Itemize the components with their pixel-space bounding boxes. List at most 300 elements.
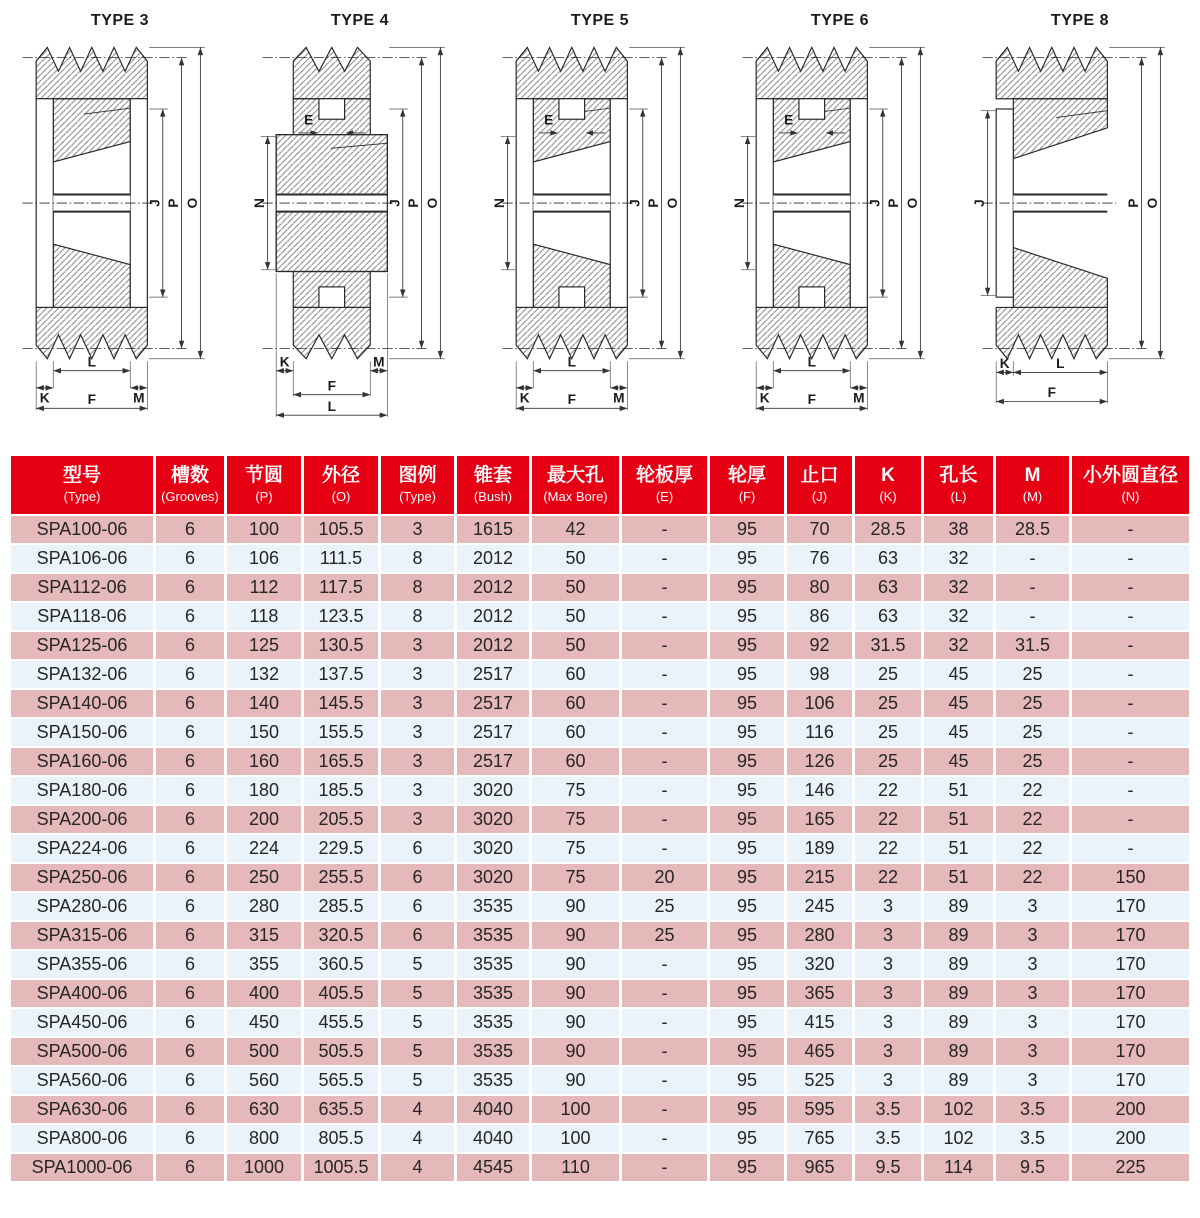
cell: 250: [227, 864, 301, 891]
cell: 200: [1072, 1096, 1189, 1123]
cell: 60: [532, 719, 619, 746]
cell: 2012: [457, 603, 529, 630]
cell: 95: [710, 574, 784, 601]
cell: 76: [787, 545, 852, 572]
cell: 51: [924, 835, 993, 862]
cell: 25: [855, 748, 921, 775]
cell: 6: [156, 719, 224, 746]
cell: 32: [924, 603, 993, 630]
cell: 90: [532, 1009, 619, 1036]
cell: 400: [227, 980, 301, 1007]
svg-text:L: L: [567, 354, 576, 370]
cell: SPA400-06: [11, 980, 153, 1007]
column-header-0-type: 型号 (Type): [11, 456, 153, 514]
cell: 3: [996, 1009, 1069, 1036]
cell: 90: [532, 922, 619, 949]
cell: 6: [156, 1038, 224, 1065]
cell: 95: [710, 632, 784, 659]
cell: 25: [622, 893, 707, 920]
cell: 965: [787, 1154, 852, 1181]
cell: 3020: [457, 835, 529, 862]
svg-text:J: J: [972, 199, 988, 207]
cell: 320: [787, 951, 852, 978]
cell: 50: [532, 603, 619, 630]
cell: SPA106-06: [11, 545, 153, 572]
cell: 25: [996, 719, 1069, 746]
cell: 595: [787, 1096, 852, 1123]
cell: 32: [924, 545, 993, 572]
cell: 2012: [457, 574, 529, 601]
cell: 4: [381, 1154, 454, 1181]
cell: 95: [710, 748, 784, 775]
cell: 355: [227, 951, 301, 978]
cell: 205.5: [304, 806, 378, 833]
svg-text:K: K: [759, 390, 770, 406]
cell: 22: [996, 777, 1069, 804]
cell: 100: [227, 516, 301, 543]
column-header-4-type: 图例 (Type): [381, 456, 454, 514]
cell: 22: [996, 806, 1069, 833]
pulley-diagram-icon: [240, 32, 480, 434]
cell: -: [622, 1038, 707, 1065]
cell: 89: [924, 893, 993, 920]
cell: 3: [381, 748, 454, 775]
pulley-drawing-type-3: [0, 0, 240, 434]
cell: 320.5: [304, 922, 378, 949]
cell: 100: [532, 1125, 619, 1152]
cell: 130.5: [304, 632, 378, 659]
table-row: [11, 574, 1189, 601]
cell: 75: [532, 835, 619, 862]
cell: 98: [787, 661, 852, 688]
cell: -: [622, 1096, 707, 1123]
svg-text:K: K: [39, 390, 50, 406]
cell: -: [622, 777, 707, 804]
cell: 3.5: [855, 1096, 921, 1123]
cell: 90: [532, 1038, 619, 1065]
cell: 31.5: [996, 632, 1069, 659]
column-header-7-e: 轮板厚 (E): [622, 456, 707, 514]
cell: SPA132-06: [11, 661, 153, 688]
cell: 95: [710, 980, 784, 1007]
cell: 765: [787, 1125, 852, 1152]
svg-text:L: L: [327, 398, 336, 414]
cell: -: [1072, 661, 1189, 688]
cell: 5: [381, 1009, 454, 1036]
svg-text:J: J: [387, 199, 403, 207]
svg-text:F: F: [567, 392, 576, 408]
cell: 5: [381, 951, 454, 978]
cell: 42: [532, 516, 619, 543]
cell: 116: [787, 719, 852, 746]
cell: 224: [227, 835, 301, 862]
cell: 3: [855, 951, 921, 978]
cell: SPA800-06: [11, 1125, 153, 1152]
cell: 455.5: [304, 1009, 378, 1036]
cell: 3: [996, 951, 1069, 978]
cell: 63: [855, 603, 921, 630]
svg-text:K: K: [999, 356, 1010, 372]
cell: 6: [156, 1009, 224, 1036]
cell: 8: [381, 603, 454, 630]
cell: 22: [996, 835, 1069, 862]
cell: 6: [156, 864, 224, 891]
svg-text:O: O: [424, 197, 440, 209]
cell: 4040: [457, 1125, 529, 1152]
cell: SPA250-06: [11, 864, 153, 891]
svg-text:F: F: [327, 378, 336, 394]
cell: SPA200-06: [11, 806, 153, 833]
cell: 102: [924, 1125, 993, 1152]
cell: 25: [996, 690, 1069, 717]
cell: 185.5: [304, 777, 378, 804]
cell: 2012: [457, 545, 529, 572]
column-header-3-o: 外径 (O): [304, 456, 378, 514]
cell: -: [1072, 690, 1189, 717]
pulley-diagram-icon: [480, 32, 720, 434]
cell: 5: [381, 1067, 454, 1094]
cell: 170: [1072, 1038, 1189, 1065]
column-header-11-l: 孔长 (L): [924, 456, 993, 514]
cell: 105.5: [304, 516, 378, 543]
cell: 51: [924, 777, 993, 804]
cell: 45: [924, 661, 993, 688]
cell: 6: [156, 980, 224, 1007]
cell: 245: [787, 893, 852, 920]
cell: SPA280-06: [11, 893, 153, 920]
drawing-title: TYPE 3: [90, 12, 150, 29]
table-row: [11, 922, 1189, 949]
cell: 450: [227, 1009, 301, 1036]
svg-text:L: L: [1056, 356, 1065, 372]
cell: 31.5: [855, 632, 921, 659]
cell: -: [622, 719, 707, 746]
cell: 280: [227, 893, 301, 920]
pulley-drawing-type-4: [240, 0, 480, 434]
cell: 95: [710, 661, 784, 688]
cell: -: [622, 951, 707, 978]
cell: 6: [156, 806, 224, 833]
cell: 140: [227, 690, 301, 717]
cell: 95: [710, 864, 784, 891]
cell: 90: [532, 893, 619, 920]
cell: 32: [924, 574, 993, 601]
table-row: [11, 748, 1189, 775]
cell: 50: [532, 632, 619, 659]
pulley-diagram-icon: [720, 32, 960, 434]
table-row: [11, 516, 1189, 543]
cell: 6: [156, 603, 224, 630]
table-row: [11, 661, 1189, 688]
cell: -: [1072, 748, 1189, 775]
cell: -: [1072, 516, 1189, 543]
drawing-title: TYPE 5: [570, 12, 630, 29]
cell: 8: [381, 545, 454, 572]
cell: 106: [227, 545, 301, 572]
column-header-8-f: 轮厚 (F): [710, 456, 784, 514]
cell: 3: [855, 1038, 921, 1065]
table-row: [11, 690, 1189, 717]
cell: 146: [787, 777, 852, 804]
cell: 3: [855, 980, 921, 1007]
pulley-drawing-type-6: [720, 0, 960, 434]
cell: 95: [710, 1009, 784, 1036]
svg-text:E: E: [784, 112, 794, 128]
cell: 6: [156, 632, 224, 659]
cell: 60: [532, 748, 619, 775]
cell: 2517: [457, 661, 529, 688]
cell: 3: [996, 1067, 1069, 1094]
cell: 405.5: [304, 980, 378, 1007]
cell: 3: [996, 1038, 1069, 1065]
cell: 95: [710, 806, 784, 833]
table-row: [11, 864, 1189, 891]
column-header-6-max-bore: 最大孔 (Max Bore): [532, 456, 619, 514]
cell: 170: [1072, 951, 1189, 978]
cell: 50: [532, 545, 619, 572]
cell: 100: [532, 1096, 619, 1123]
cell: 635.5: [304, 1096, 378, 1123]
cell: 22: [855, 864, 921, 891]
cell: 3.5: [996, 1096, 1069, 1123]
cell: SPA118-06: [11, 603, 153, 630]
cell: -: [996, 603, 1069, 630]
svg-text:M: M: [373, 354, 385, 370]
cell: 80: [787, 574, 852, 601]
cell: 9.5: [996, 1154, 1069, 1181]
cell: 6: [156, 661, 224, 688]
svg-text:J: J: [867, 199, 883, 207]
cell: 89: [924, 1038, 993, 1065]
cell: 3020: [457, 864, 529, 891]
cell: 20: [622, 864, 707, 891]
cell: SPA1000-06: [11, 1154, 153, 1181]
cell: 360.5: [304, 951, 378, 978]
cell: 465: [787, 1038, 852, 1065]
cell: 255.5: [304, 864, 378, 891]
cell: 3535: [457, 1038, 529, 1065]
cell: 200: [1072, 1125, 1189, 1152]
cell: 4545: [457, 1154, 529, 1181]
cell: 415: [787, 1009, 852, 1036]
cell: 95: [710, 951, 784, 978]
cell: 112: [227, 574, 301, 601]
pulley-diagram-icon: [0, 32, 240, 434]
svg-text:P: P: [406, 198, 422, 208]
cell: 51: [924, 864, 993, 891]
cell: 137.5: [304, 661, 378, 688]
cell: 95: [710, 516, 784, 543]
cell: 200: [227, 806, 301, 833]
cell: SPA100-06: [11, 516, 153, 543]
cell: 155.5: [304, 719, 378, 746]
cell: 95: [710, 893, 784, 920]
cell: 1000: [227, 1154, 301, 1181]
cell: 32: [924, 632, 993, 659]
cell: 180: [227, 777, 301, 804]
cell: 25: [855, 661, 921, 688]
cell: SPA224-06: [11, 835, 153, 862]
cell: 6: [381, 922, 454, 949]
cell: 2517: [457, 690, 529, 717]
cell: -: [622, 632, 707, 659]
cell: 6: [156, 574, 224, 601]
cell: 6: [156, 893, 224, 920]
table-row: [11, 1038, 1189, 1065]
cell: 3535: [457, 893, 529, 920]
cell: 114: [924, 1154, 993, 1181]
cell: SPA630-06: [11, 1096, 153, 1123]
cell: 3: [855, 893, 921, 920]
cell: 3: [381, 806, 454, 833]
cell: 1615: [457, 516, 529, 543]
cell: 106: [787, 690, 852, 717]
svg-text:O: O: [1144, 197, 1160, 209]
table-row: [11, 1067, 1189, 1094]
cell: 28.5: [996, 516, 1069, 543]
pulley-drawing-type-8: [960, 0, 1200, 434]
drawing-title: TYPE 4: [330, 12, 390, 29]
cell: 145.5: [304, 690, 378, 717]
cell: SPA315-06: [11, 922, 153, 949]
cell: 3535: [457, 1009, 529, 1036]
cell: -: [622, 980, 707, 1007]
table-body: [11, 516, 1189, 1181]
cell: 3535: [457, 922, 529, 949]
cell: 315: [227, 922, 301, 949]
cell: -: [622, 1009, 707, 1036]
cell: 3: [381, 661, 454, 688]
cell: SPA125-06: [11, 632, 153, 659]
cell: 118: [227, 603, 301, 630]
cell: -: [1072, 632, 1189, 659]
cell: SPA500-06: [11, 1038, 153, 1065]
cell: 95: [710, 1096, 784, 1123]
cell: 89: [924, 1009, 993, 1036]
cell: 25: [996, 748, 1069, 775]
technical-drawings: [0, 0, 1200, 452]
cell: 3: [381, 777, 454, 804]
table-row: [11, 632, 1189, 659]
svg-text:P: P: [166, 198, 182, 208]
cell: 9.5: [855, 1154, 921, 1181]
svg-text:M: M: [133, 390, 145, 406]
cell: 60: [532, 661, 619, 688]
cell: 6: [156, 748, 224, 775]
cell: 160: [227, 748, 301, 775]
table-row: [11, 951, 1189, 978]
cell: -: [1072, 719, 1189, 746]
cell: -: [622, 1067, 707, 1094]
cell: -: [622, 574, 707, 601]
cell: -: [996, 545, 1069, 572]
svg-text:F: F: [87, 392, 96, 408]
svg-text:L: L: [87, 354, 96, 370]
cell: 170: [1072, 980, 1189, 1007]
cell: 525: [787, 1067, 852, 1094]
cell: 8: [381, 574, 454, 601]
cell: -: [1072, 574, 1189, 601]
cell: 132: [227, 661, 301, 688]
cell: SPA450-06: [11, 1009, 153, 1036]
cell: 3020: [457, 777, 529, 804]
svg-text:O: O: [664, 197, 680, 209]
cell: 1005.5: [304, 1154, 378, 1181]
table-row: [11, 603, 1189, 630]
cell: 50: [532, 574, 619, 601]
cell: 560: [227, 1067, 301, 1094]
cell: 6: [156, 516, 224, 543]
cell: 95: [710, 1038, 784, 1065]
cell: 5: [381, 980, 454, 1007]
cell: SPA355-06: [11, 951, 153, 978]
cell: -: [1072, 806, 1189, 833]
cell: 3: [855, 922, 921, 949]
cell: 89: [924, 951, 993, 978]
table-row: [11, 893, 1189, 920]
cell: 565.5: [304, 1067, 378, 1094]
cell: -: [622, 516, 707, 543]
cell: 3: [381, 632, 454, 659]
cell: 3: [855, 1067, 921, 1094]
cell: 170: [1072, 1067, 1189, 1094]
cell: 89: [924, 1067, 993, 1094]
svg-text:J: J: [147, 199, 163, 207]
table-row: [11, 719, 1189, 746]
svg-text:P: P: [646, 198, 662, 208]
table-row: [11, 835, 1189, 862]
cell: 6: [156, 690, 224, 717]
cell: 75: [532, 777, 619, 804]
cell: 45: [924, 748, 993, 775]
column-header-9-j: 止口 (J): [787, 456, 852, 514]
column-header-10-k: K (K): [855, 456, 921, 514]
cell: 123.5: [304, 603, 378, 630]
cell: 6: [381, 893, 454, 920]
cell: 70: [787, 516, 852, 543]
column-header-5-bush: 锥套 (Bush): [457, 456, 529, 514]
drawing-title: TYPE 6: [810, 12, 870, 29]
cell: 89: [924, 922, 993, 949]
cell: 5: [381, 1038, 454, 1065]
cell: 3: [855, 1009, 921, 1036]
cell: 170: [1072, 893, 1189, 920]
svg-text:F: F: [1047, 385, 1056, 401]
cell: 90: [532, 980, 619, 1007]
cell: 3: [996, 893, 1069, 920]
svg-text:N: N: [252, 198, 268, 209]
cell: 25: [996, 661, 1069, 688]
cell: 3.5: [855, 1125, 921, 1152]
cell: 22: [855, 777, 921, 804]
cell: 170: [1072, 922, 1189, 949]
cell: -: [1072, 777, 1189, 804]
cell: 805.5: [304, 1125, 378, 1152]
cell: 92: [787, 632, 852, 659]
cell: 505.5: [304, 1038, 378, 1065]
cell: -: [1072, 835, 1189, 862]
cell: 111.5: [304, 545, 378, 572]
cell: 3: [381, 516, 454, 543]
cell: 95: [710, 777, 784, 804]
svg-text:M: M: [853, 390, 865, 406]
cell: 4040: [457, 1096, 529, 1123]
cell: 800: [227, 1125, 301, 1152]
table-row: [11, 1009, 1189, 1036]
cell: 45: [924, 690, 993, 717]
cell: 90: [532, 1067, 619, 1094]
cell: 6: [156, 1096, 224, 1123]
